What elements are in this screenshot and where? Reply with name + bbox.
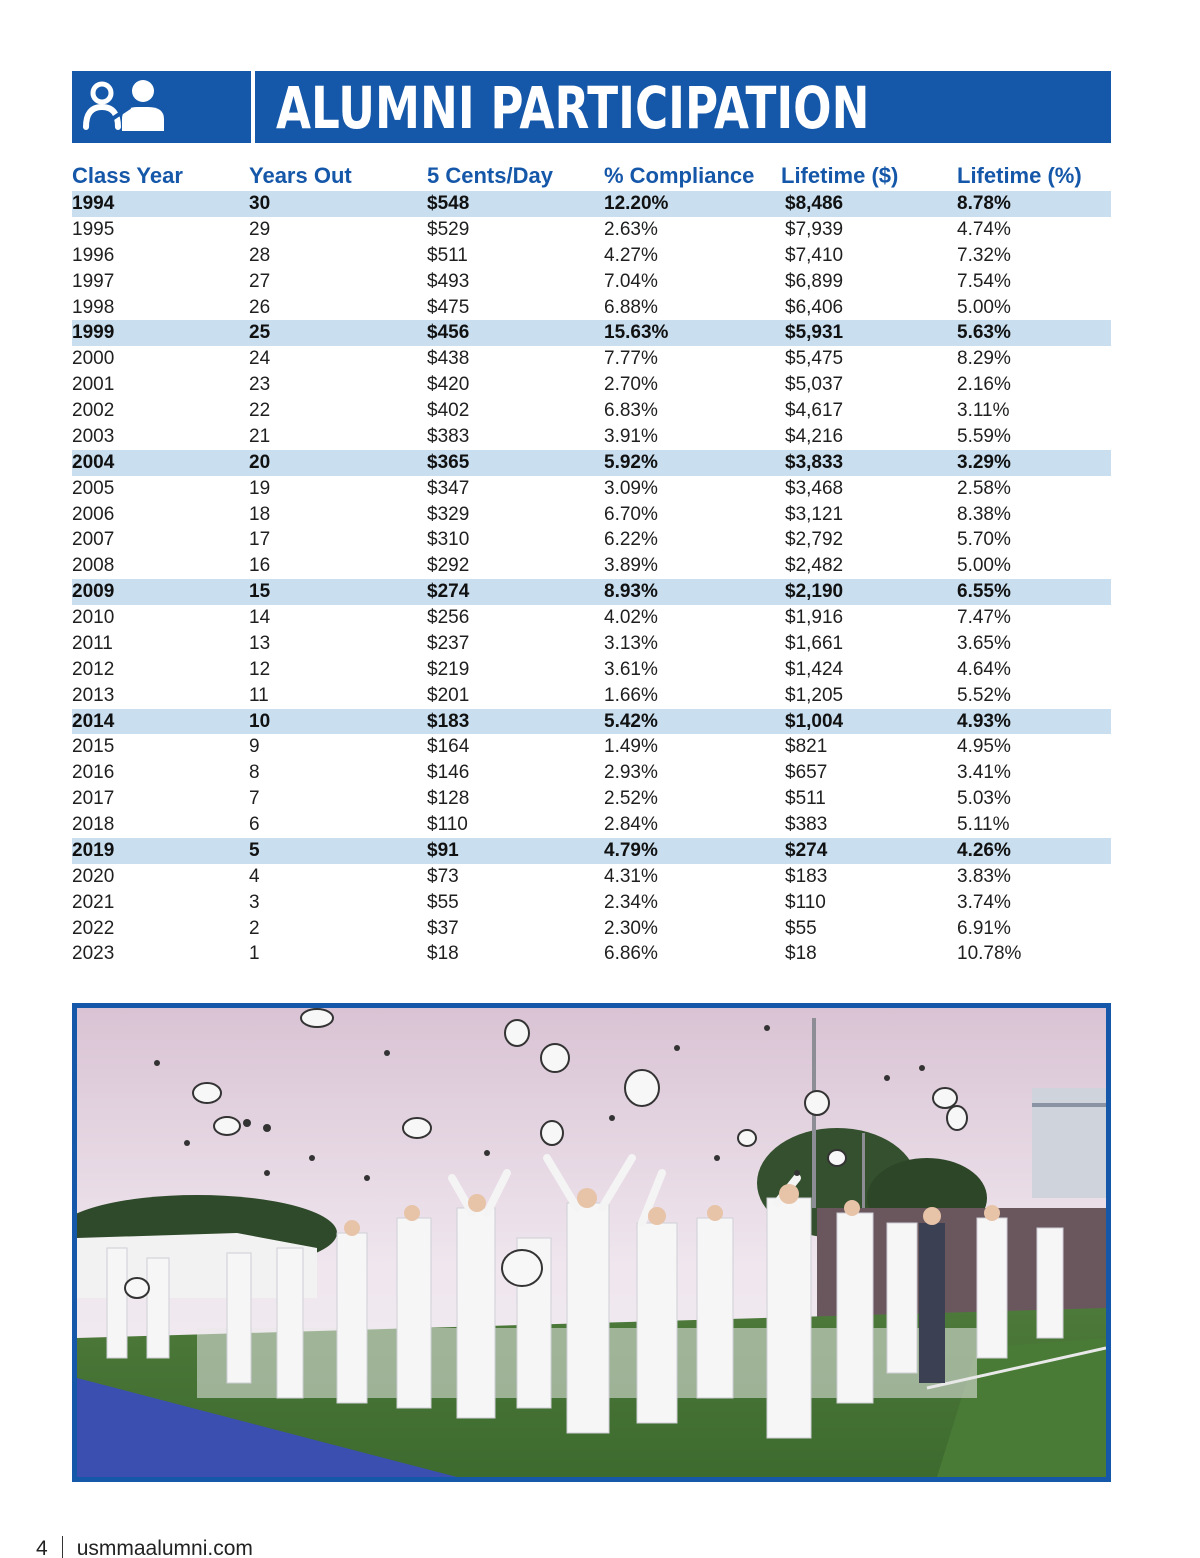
lifetime-percent-cell: 3.74%: [957, 891, 1011, 913]
lifetime-percent-cell: 5.52%: [957, 684, 1011, 706]
lifetime-dollars-cell: $2,482: [785, 555, 844, 577]
lifetime-percent-cell: 10.78%: [957, 943, 1022, 965]
years-out-cell: 2: [249, 917, 260, 939]
cents-per-day-cell: $201: [427, 684, 470, 706]
lifetime-dollars-cell: $7,410: [785, 244, 844, 266]
lifetime-percent-cell: 4.26%: [957, 839, 1011, 861]
lifetime-dollars-cell: $657: [785, 762, 828, 784]
lifetime-dollars-cell: $5,037: [785, 374, 844, 396]
class-year-cell: 2006: [72, 503, 115, 525]
years-out-cell: 6: [249, 814, 260, 835]
compliance-cell: 3.09%: [604, 477, 658, 499]
class-year-cell: 2000: [72, 348, 115, 370]
cents-per-day-cell: $37: [427, 917, 459, 939]
class-year-cell: 2005: [72, 477, 115, 499]
class-year-cell: 1997: [72, 270, 115, 292]
compliance-cell: 6.22%: [604, 529, 658, 551]
years-out-cell: 26: [249, 296, 271, 318]
lifetime-dollars-cell: $183: [785, 865, 828, 887]
compliance-cell: 2.93%: [604, 762, 658, 784]
compliance-cell: 6.83%: [604, 400, 658, 421]
table-row: [72, 243, 1111, 269]
table-row: [72, 864, 1111, 890]
years-out-cell: 27: [249, 270, 271, 292]
footer-website: usmmaalumni.com: [76, 1537, 253, 1558]
lifetime-percent-cell: 5.03%: [957, 788, 1011, 810]
table-row: [72, 605, 1111, 631]
lifetime-dollars-cell: $3,121: [785, 503, 844, 525]
lifetime-dollars-cell: $6,899: [785, 270, 844, 292]
lifetime-percent-cell: 7.54%: [957, 270, 1011, 292]
compliance-cell: 15.63%: [604, 322, 669, 344]
lifetime-dollars-cell: $2,792: [785, 529, 844, 551]
compliance-cell: 4.31%: [604, 865, 658, 887]
class-year-cell: 2002: [72, 400, 115, 421]
table-row-highlighted: [72, 579, 1111, 605]
footer-divider: [62, 1536, 63, 1558]
cents-per-day-cell: $18: [427, 943, 459, 965]
compliance-cell: 4.02%: [604, 607, 658, 628]
years-out-cell: 7: [249, 788, 260, 810]
cents-per-day-cell: $292: [427, 555, 470, 577]
table-row: [72, 941, 1111, 967]
years-out-cell: 14: [249, 607, 271, 628]
people-group-icon: [72, 71, 178, 143]
table-row: [72, 476, 1111, 502]
banner-divider: [251, 71, 255, 143]
table-row: [72, 269, 1111, 295]
compliance-cell: 6.86%: [604, 943, 658, 965]
cents-per-day-cell: $475: [427, 296, 470, 318]
cents-per-day-cell: $55: [427, 891, 459, 913]
cents-per-day-cell: $365: [427, 451, 470, 473]
years-out-cell: 29: [249, 218, 271, 240]
years-out-cell: 23: [249, 374, 271, 396]
graduation-photo: [72, 1003, 1111, 1482]
years-out-cell: 22: [249, 400, 271, 421]
cents-per-day-cell: $164: [427, 736, 470, 758]
cents-per-day-cell: $383: [427, 425, 470, 447]
lifetime-dollars-cell: $1,205: [785, 684, 844, 706]
lifetime-percent-cell: 5.00%: [957, 296, 1011, 318]
cents-per-day-cell: $456: [427, 322, 470, 344]
class-year-cell: 2008: [72, 555, 115, 577]
cents-per-day-cell: $91: [427, 839, 459, 861]
lifetime-dollars-cell: $6,406: [785, 296, 844, 318]
compliance-cell: 2.70%: [604, 374, 658, 396]
cents-per-day-cell: $329: [427, 503, 470, 525]
years-out-cell: 11: [249, 684, 269, 706]
table-row: [72, 683, 1111, 709]
column-header-class-year: Class Year: [72, 163, 183, 188]
years-out-cell: 15: [249, 581, 271, 603]
table-row: [72, 631, 1111, 657]
page-number: 4: [36, 1537, 48, 1558]
compliance-cell: 7.04%: [604, 270, 658, 292]
compliance-cell: 4.79%: [604, 839, 658, 861]
lifetime-dollars-cell: $383: [785, 814, 828, 835]
class-year-cell: 1994: [72, 193, 115, 214]
column-header-cents-per-day: 5 Cents/Day: [427, 163, 553, 188]
cents-per-day-cell: $420: [427, 374, 470, 396]
cents-per-day-cell: $183: [427, 710, 470, 732]
lifetime-dollars-cell: $5,931: [785, 322, 844, 344]
compliance-cell: 6.88%: [604, 296, 658, 318]
table-row: [72, 553, 1111, 579]
cents-per-day-cell: $402: [427, 400, 470, 421]
lifetime-dollars-cell: $3,833: [785, 451, 844, 473]
column-header-years-out: Years Out: [249, 163, 352, 188]
lifetime-dollars-cell: $2,190: [785, 581, 844, 603]
lifetime-dollars-cell: $4,216: [785, 425, 844, 447]
compliance-cell: 3.61%: [604, 658, 658, 680]
lifetime-percent-cell: 5.70%: [957, 529, 1011, 551]
cents-per-day-cell: $438: [427, 348, 470, 370]
lifetime-percent-cell: 2.16%: [957, 374, 1011, 396]
class-year-cell: 2021: [72, 891, 115, 913]
class-year-cell: 2017: [72, 788, 115, 810]
class-year-cell: 2013: [72, 684, 115, 706]
class-year-cell: 1999: [72, 322, 115, 344]
table-row-highlighted: [72, 191, 1111, 217]
class-year-cell: 2012: [72, 658, 115, 680]
lifetime-percent-cell: 6.55%: [957, 581, 1011, 603]
class-year-cell: 2007: [72, 529, 115, 551]
lifetime-dollars-cell: $821: [785, 736, 828, 758]
table-row: [72, 786, 1111, 812]
years-out-cell: 3: [249, 891, 260, 913]
compliance-cell: 1.49%: [604, 736, 658, 758]
lifetime-percent-cell: 5.63%: [957, 322, 1011, 344]
class-year-cell: 2022: [72, 917, 115, 939]
lifetime-percent-cell: 4.93%: [957, 710, 1011, 732]
cents-per-day-cell: $237: [427, 632, 470, 654]
cents-per-day-cell: $548: [427, 193, 470, 214]
table-row: [72, 734, 1111, 760]
compliance-cell: 3.13%: [604, 632, 658, 654]
class-year-cell: 1998: [72, 296, 115, 318]
years-out-cell: 20: [249, 451, 271, 473]
class-year-cell: 2023: [72, 943, 115, 965]
lifetime-dollars-cell: $274: [785, 839, 828, 861]
lifetime-percent-cell: 5.59%: [957, 425, 1011, 447]
years-out-cell: 30: [249, 193, 271, 214]
table-row: [72, 760, 1111, 786]
class-year-cell: 2004: [72, 451, 115, 473]
lifetime-percent-cell: 4.74%: [957, 218, 1011, 240]
lifetime-percent-cell: 3.83%: [957, 865, 1011, 887]
compliance-cell: 2.30%: [604, 917, 658, 939]
compliance-cell: 8.93%: [604, 581, 658, 603]
cents-per-day-cell: $146: [427, 762, 470, 784]
table-row-highlighted: [72, 838, 1111, 864]
table-row: [72, 217, 1111, 243]
class-year-cell: 2014: [72, 710, 115, 732]
table-header: [72, 163, 1111, 191]
years-out-cell: 18: [249, 503, 271, 525]
cents-per-day-cell: $274: [427, 581, 470, 603]
compliance-cell: 6.70%: [604, 503, 658, 525]
class-year-cell: 1996: [72, 244, 115, 266]
table-body: [72, 191, 1111, 967]
compliance-cell: 2.52%: [604, 788, 658, 810]
section-banner: [72, 71, 1111, 143]
cents-per-day-cell: $128: [427, 788, 470, 810]
cents-per-day-cell: $110: [427, 814, 468, 835]
compliance-cell: 4.27%: [604, 244, 658, 266]
years-out-cell: 4: [249, 865, 260, 887]
lifetime-dollars-cell: $511: [785, 788, 826, 810]
class-year-cell: 2020: [72, 865, 115, 887]
class-year-cell: 2001: [72, 374, 115, 396]
cents-per-day-cell: $256: [427, 607, 470, 628]
table-row: [72, 346, 1111, 372]
years-out-cell: 12: [249, 658, 271, 680]
table-row: [72, 372, 1111, 398]
column-header-lifetime-dollars: Lifetime ($): [781, 163, 899, 188]
lifetime-percent-cell: 4.64%: [957, 658, 1011, 680]
lifetime-dollars-cell: $1,916: [785, 607, 844, 628]
class-year-cell: 2011: [72, 632, 113, 654]
table-row: [72, 916, 1111, 942]
table-row: [72, 527, 1111, 553]
lifetime-dollars-cell: $3,468: [785, 477, 844, 499]
compliance-cell: 5.42%: [604, 710, 658, 732]
lifetime-percent-cell: 3.65%: [957, 632, 1011, 654]
lifetime-dollars-cell: $1,424: [785, 658, 844, 680]
years-out-cell: 9: [249, 736, 260, 758]
years-out-cell: 16: [249, 555, 271, 577]
years-out-cell: 21: [249, 425, 271, 447]
class-year-cell: 1995: [72, 218, 115, 240]
graduation-cap-toss-photo: [77, 1008, 1106, 1477]
participation-table: [72, 163, 1111, 967]
lifetime-percent-cell: 3.41%: [957, 762, 1011, 784]
cents-per-day-cell: $310: [427, 529, 470, 551]
years-out-cell: 5: [249, 839, 260, 861]
cents-per-day-cell: $511: [427, 244, 468, 266]
class-year-cell: 2015: [72, 736, 115, 758]
lifetime-percent-cell: 2.58%: [957, 477, 1011, 499]
compliance-cell: 2.84%: [604, 814, 658, 835]
lifetime-percent-cell: 8.29%: [957, 348, 1011, 370]
lifetime-dollars-cell: $55: [785, 917, 817, 939]
table-row: [72, 398, 1111, 424]
compliance-cell: 5.92%: [604, 451, 658, 473]
compliance-cell: 2.34%: [604, 891, 658, 913]
table-row-highlighted: [72, 709, 1111, 735]
years-out-cell: 8: [249, 762, 260, 784]
lifetime-percent-cell: 5.00%: [957, 555, 1011, 577]
years-out-cell: 17: [249, 529, 271, 551]
compliance-cell: 7.77%: [604, 348, 658, 370]
table-row: [72, 502, 1111, 528]
years-out-cell: 13: [249, 632, 271, 654]
class-year-cell: 2018: [72, 814, 115, 835]
lifetime-percent-cell: 5.11%: [957, 814, 1010, 835]
lifetime-dollars-cell: $7,939: [785, 218, 844, 240]
cents-per-day-cell: $73: [427, 865, 459, 887]
table-row-highlighted: [72, 320, 1111, 346]
years-out-cell: 25: [249, 322, 271, 344]
lifetime-dollars-cell: $1,661: [785, 632, 844, 654]
page-title: ALUMNI PARTICIPATION: [276, 74, 870, 142]
lifetime-percent-cell: 8.38%: [957, 503, 1011, 525]
lifetime-percent-cell: 3.29%: [957, 451, 1011, 473]
compliance-cell: 2.63%: [604, 218, 658, 240]
class-year-cell: 2016: [72, 762, 115, 784]
lifetime-dollars-cell: $5,475: [785, 348, 844, 370]
table-row-highlighted: [72, 450, 1111, 476]
table-row: [72, 295, 1111, 321]
table-row: [72, 812, 1111, 838]
years-out-cell: 19: [249, 477, 271, 499]
lifetime-percent-cell: 8.78%: [957, 193, 1011, 214]
cents-per-day-cell: $219: [427, 658, 470, 680]
class-year-cell: 2019: [72, 839, 115, 861]
compliance-cell: 1.66%: [604, 684, 658, 706]
lifetime-dollars-cell: $18: [785, 943, 817, 965]
cents-per-day-cell: $347: [427, 477, 470, 499]
lifetime-dollars-cell: $1,004: [785, 710, 844, 732]
class-year-cell: 2003: [72, 425, 115, 447]
lifetime-percent-cell: 3.11%: [957, 400, 1010, 421]
years-out-cell: 10: [249, 710, 271, 732]
lifetime-percent-cell: 4.95%: [957, 736, 1011, 758]
column-header-lifetime-percent: Lifetime (%): [957, 163, 1082, 188]
lifetime-percent-cell: 7.32%: [957, 244, 1011, 266]
cents-per-day-cell: $529: [427, 218, 470, 240]
years-out-cell: 28: [249, 244, 271, 266]
page-footer: [36, 1536, 253, 1558]
years-out-cell: 24: [249, 348, 271, 370]
lifetime-dollars-cell: $8,486: [785, 193, 844, 214]
lifetime-dollars-cell: $4,617: [785, 400, 844, 421]
table-row: [72, 424, 1111, 450]
class-year-cell: 2010: [72, 607, 115, 628]
lifetime-percent-cell: 6.91%: [957, 917, 1011, 939]
table-row: [72, 657, 1111, 683]
class-year-cell: 2009: [72, 581, 115, 603]
table-row: [72, 890, 1111, 916]
lifetime-percent-cell: 7.47%: [957, 607, 1011, 628]
compliance-cell: 3.91%: [604, 425, 658, 447]
years-out-cell: 1: [249, 943, 260, 965]
cents-per-day-cell: $493: [427, 270, 470, 292]
lifetime-dollars-cell: $110: [785, 891, 826, 913]
compliance-cell: 12.20%: [604, 193, 669, 214]
column-header-compliance: % Compliance: [604, 163, 755, 188]
compliance-cell: 3.89%: [604, 555, 658, 577]
